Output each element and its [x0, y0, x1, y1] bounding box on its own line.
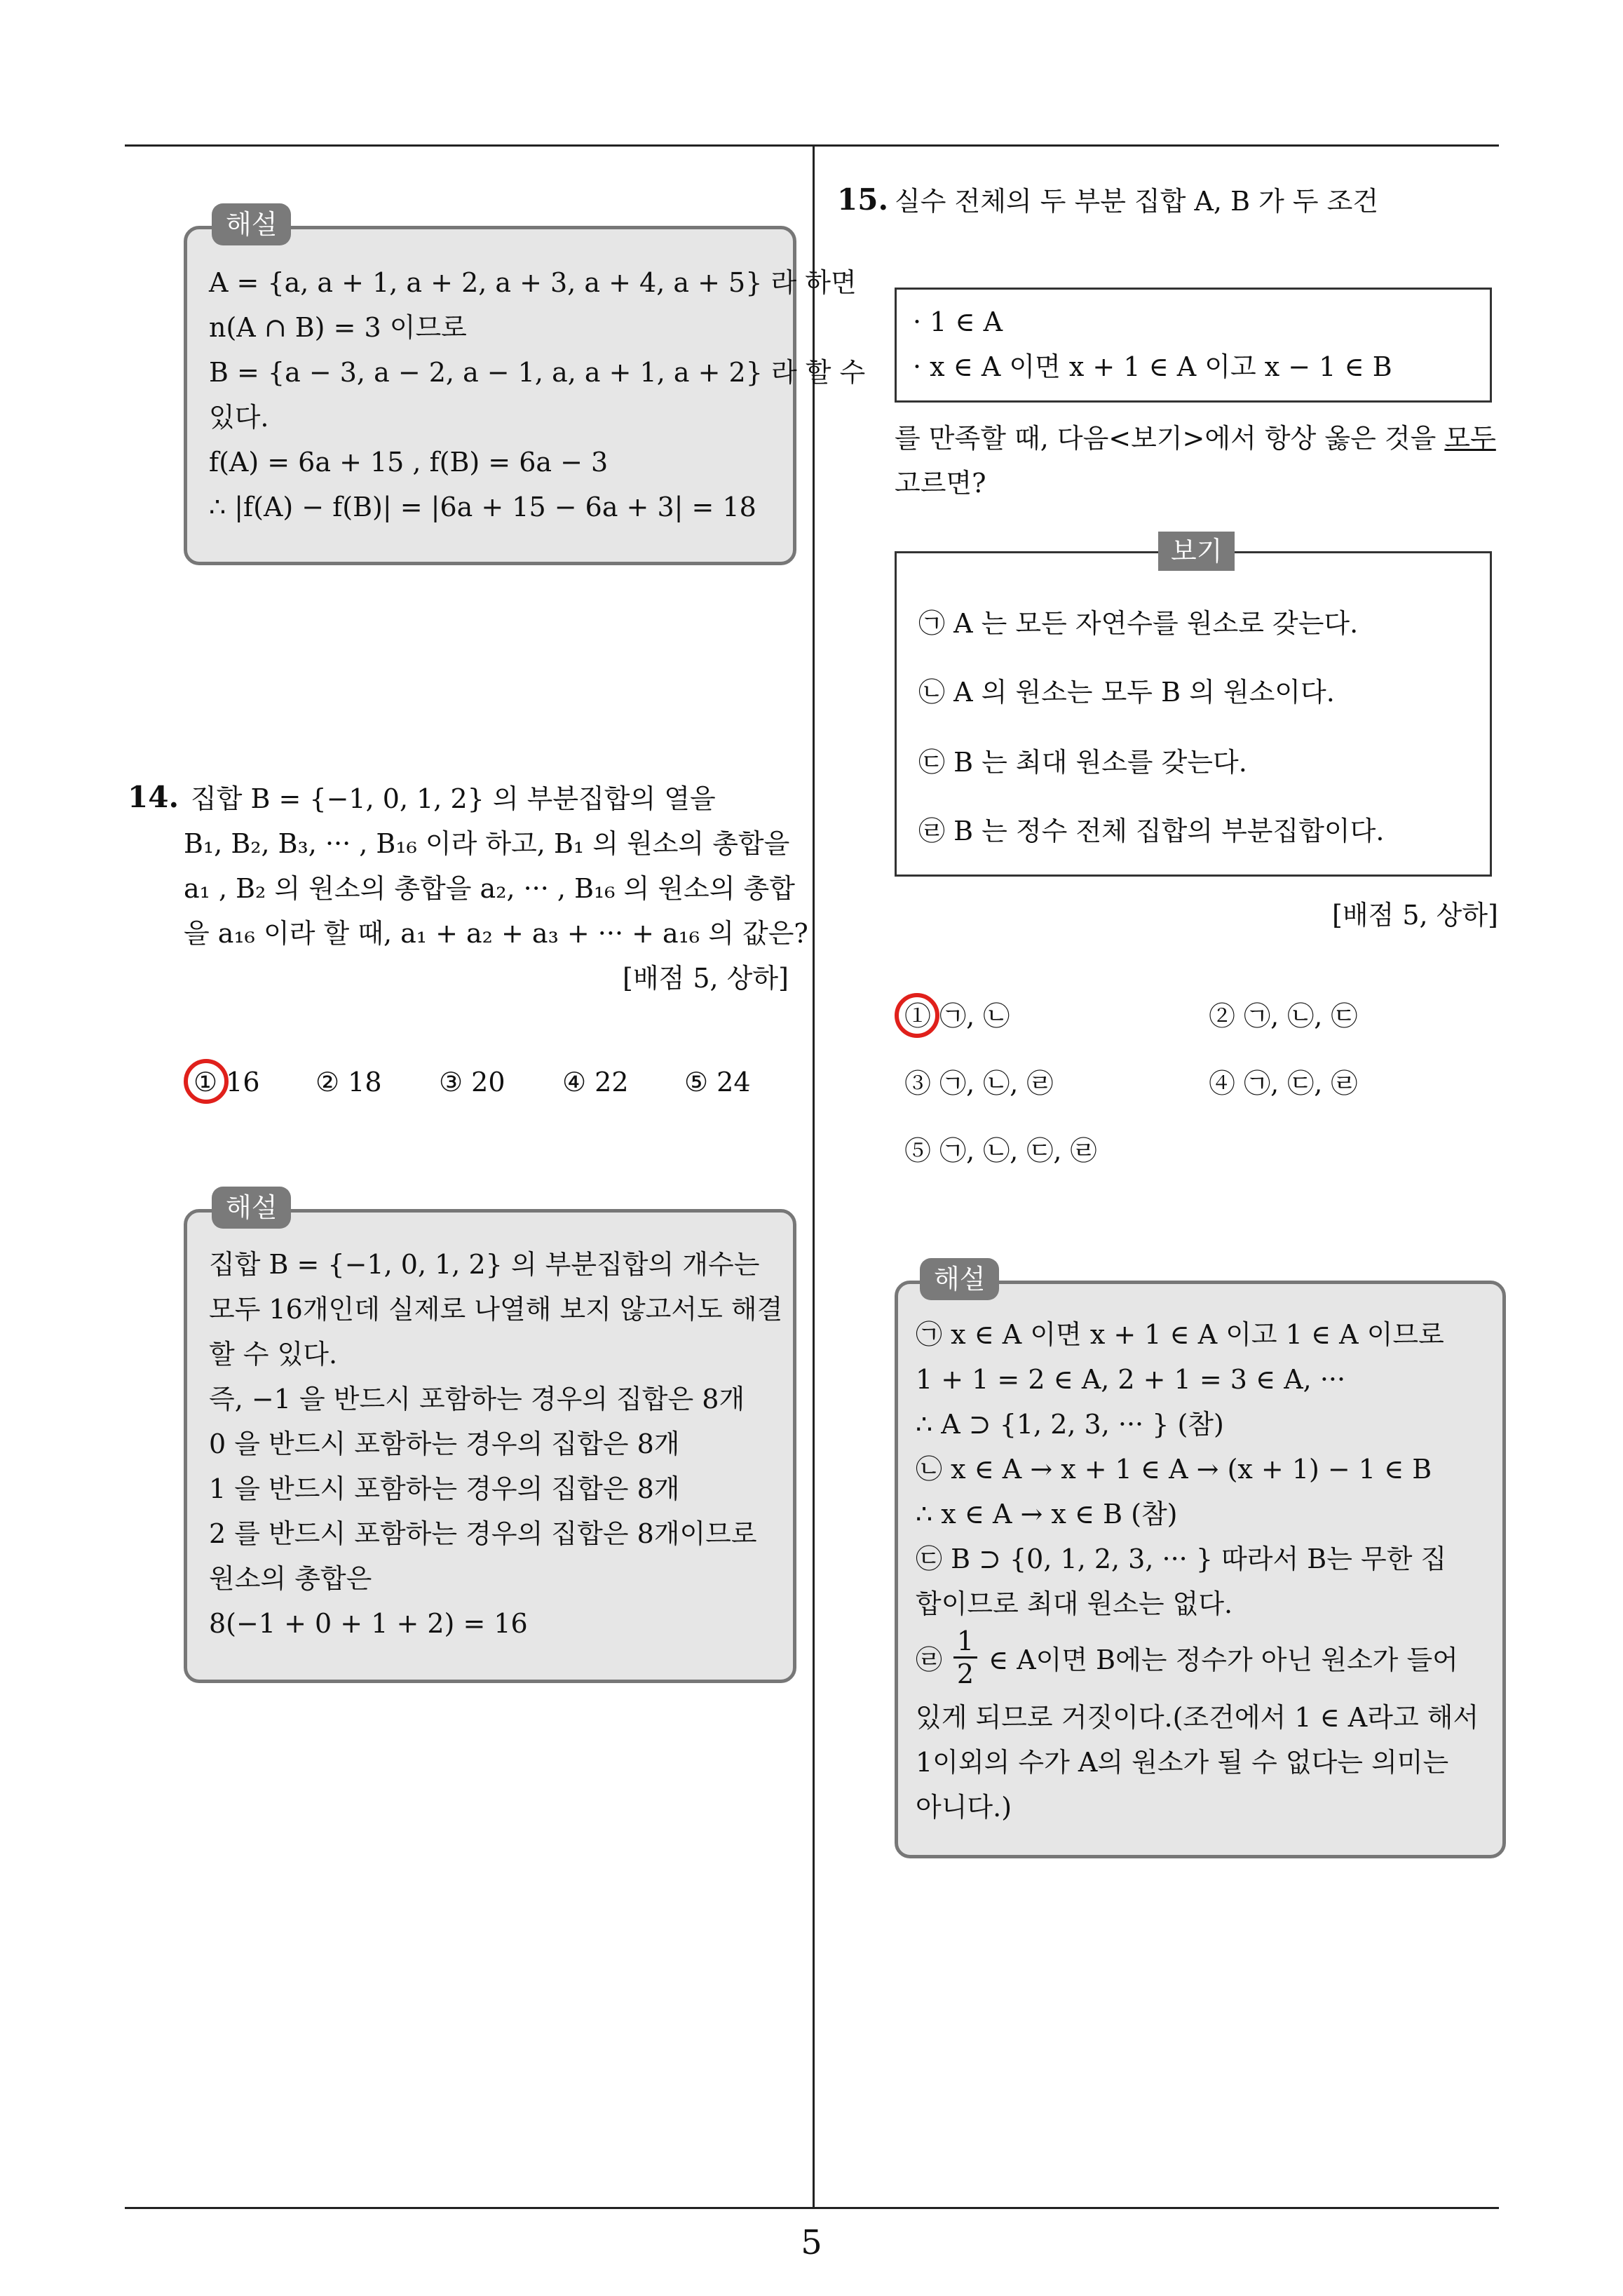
bottom-rule — [125, 2207, 1499, 2209]
q14-points: [배점 5, 상하] — [623, 963, 789, 994]
sol14-line-9: 8(−1 + 0 + 1 + 2) = 16 — [209, 1608, 528, 1639]
q14-choice-2[interactable]: ② 18 — [315, 1067, 382, 1098]
q15-choice-5[interactable]: ⑤ ㉠, ㉡, ㉢, ㉣ — [904, 1135, 1097, 1166]
sol15-line-4: ㉡ x ∈ A → x + 1 ∈ A → (x + 1) − 1 ∈ B — [916, 1454, 1432, 1485]
q14-choice-3[interactable]: ③ 20 — [439, 1067, 505, 1098]
q15-after-line-2: 고르면? — [895, 468, 986, 499]
solution-tab-15: 해설 — [920, 1258, 999, 1300]
sol14-line-4: 즉, −1 을 반드시 포함하는 경우의 집합은 8개 — [209, 1384, 745, 1414]
solution-tab-13: 해설 — [212, 203, 291, 245]
bogi-item-1: ㉠ A 는 모든 자연수를 원소로 갖는다. — [918, 608, 1359, 639]
sol13-line-4: 있다. — [209, 402, 269, 433]
sol15-frac-suffix: ∈ A이면 B에는 정수가 아닌 원소가 들어 — [989, 1645, 1458, 1675]
bogi-item-3: ㉢ B 는 최대 원소를 갖는다. — [918, 747, 1247, 778]
sol14-line-2: 모두 16개인데 실제로 나열해 보지 않고서도 해결 — [209, 1294, 783, 1325]
q15-choice-2[interactable]: ② ㉠, ㉡, ㉢ — [1209, 1001, 1358, 1032]
q15-choice-3[interactable]: ③ ㉠, ㉡, ㉣ — [904, 1068, 1054, 1099]
sol13-line-2: n(A ∩ B) = 3 이므로 — [209, 312, 467, 343]
q15-points: [배점 5, 상하] — [1332, 900, 1498, 931]
sol15-tail-2: 1이외의 수가 A의 원소가 될 수 없다는 의미는 — [916, 1747, 1449, 1778]
question-number-15: 15. — [837, 182, 889, 217]
q15-intro: 실수 전체의 두 부분 집합 A, B 가 두 조건 — [895, 186, 1379, 217]
sol15-line-2: 1 + 1 = 2 ∈ A, 2 + 1 = 3 ∈ A, ··· — [916, 1364, 1346, 1395]
q15-choice-1[interactable]: ① ㉠, ㉡ — [904, 1001, 1010, 1032]
sol15-frac-numerator: 1 — [953, 1626, 977, 1659]
q15-condition-1: · 1 ∈ A — [913, 306, 1003, 337]
q14-line-1: 집합 B = {−1, 0, 1, 2} 의 부분집합의 열을 — [191, 783, 716, 814]
q14-line-3: a₁ , B₂ 의 원소의 총합을 a₂, ··· , B₁₆ 의 원소의 총합 — [184, 873, 795, 904]
q14-choice-1[interactable]: ① 16 — [193, 1067, 260, 1098]
sol15-line-3: ∴ A ⊃ {1, 2, 3, ··· } (참) — [916, 1409, 1224, 1440]
sol15-frac-prefix: ㉣ — [916, 1645, 943, 1675]
sol15-tail-1: 있게 되므로 거짓이다.(조건에서 1 ∈ A라고 해서 — [916, 1702, 1479, 1733]
question-number-14: 14. — [128, 780, 179, 814]
solution-tab-14: 해설 — [212, 1187, 291, 1229]
sol15-line-1: ㉠ x ∈ A 이면 x + 1 ∈ A 이고 1 ∈ A 이므로 — [916, 1319, 1444, 1350]
bogi-item-4: ㉣ B 는 정수 전체 집합의 부분집합이다. — [918, 816, 1385, 846]
sol14-line-5: 0 을 반드시 포함하는 경우의 집합은 8개 — [209, 1429, 680, 1459]
top-rule — [125, 144, 1499, 147]
q14-choice-5[interactable]: ⑤ 24 — [684, 1067, 751, 1098]
bogi-item-2: ㉡ A 의 원소는 모두 B 의 원소이다. — [918, 677, 1335, 708]
q15-choice-4[interactable]: ④ ㉠, ㉢, ㉣ — [1209, 1068, 1358, 1099]
page-number: 5 — [801, 2223, 822, 2262]
sol13-line-1: A = {a, a + 1, a + 2, a + 3, a + 4, a + 5} 라 하면 — [209, 267, 857, 298]
sol15-fraction — [953, 1626, 977, 1689]
q14-line-4: 을 a₁₆ 이라 할 때, a₁ + a₂ + a₃ + ··· + a₁₆ 의 값은? — [184, 918, 808, 949]
sol13-line-5: f(A) = 6a + 15 , f(B) = 6a − 3 — [209, 447, 609, 478]
q14-line-2: B₁, B₂, B₃, ··· , B₁₆ 이라 하고, B₁ 의 원소의 총합을 — [184, 828, 790, 859]
sol14-line-6: 1 을 반드시 포함하는 경우의 집합은 8개 — [209, 1473, 680, 1504]
sol14-line-8: 원소의 총합은 — [209, 1563, 372, 1594]
sol14-line-7: 2 를 반드시 포함하는 경우의 집합은 8개이므로 — [209, 1518, 757, 1549]
sol15-line-5: ∴ x ∈ A → x ∈ B (참) — [916, 1499, 1178, 1529]
sol13-line-6: ∴ |f(A) − f(B)| = |6a + 15 − 6a + 3| = 18 — [209, 492, 756, 522]
q15-underlined-word: 모두 — [1444, 423, 1496, 454]
q15-after-line-1 — [895, 421, 1496, 456]
bogi-tab: 보기 — [1158, 532, 1235, 571]
sol15-tail-3: 아니다.) — [916, 1792, 1012, 1823]
column-divider — [813, 144, 815, 2207]
sol13-line-3: B = {a − 3, a − 2, a − 1, a, a + 1, a + 2} 라 할 수 — [209, 357, 866, 388]
q15-condition-2: · x ∈ A 이면 x + 1 ∈ A 이고 x − 1 ∈ B — [913, 351, 1392, 382]
sol15-line-6: ㉢ B ⊃ {0, 1, 2, 3, ··· } 따라서 B는 무한 집 — [916, 1544, 1447, 1574]
sol14-line-1: 집합 B = {−1, 0, 1, 2} 의 부분집합의 개수는 — [209, 1249, 760, 1280]
sol15-line-7: 합이므로 최대 원소는 없다. — [916, 1588, 1233, 1619]
sol15-frac-denominator: 2 — [956, 1659, 975, 1689]
sol14-line-3: 할 수 있다. — [209, 1339, 338, 1370]
q14-choice-4[interactable]: ④ 22 — [562, 1067, 629, 1098]
q15-after-text: 를 만족할 때, 다음<보기>에서 항상 옳은 것을 — [895, 423, 1445, 454]
